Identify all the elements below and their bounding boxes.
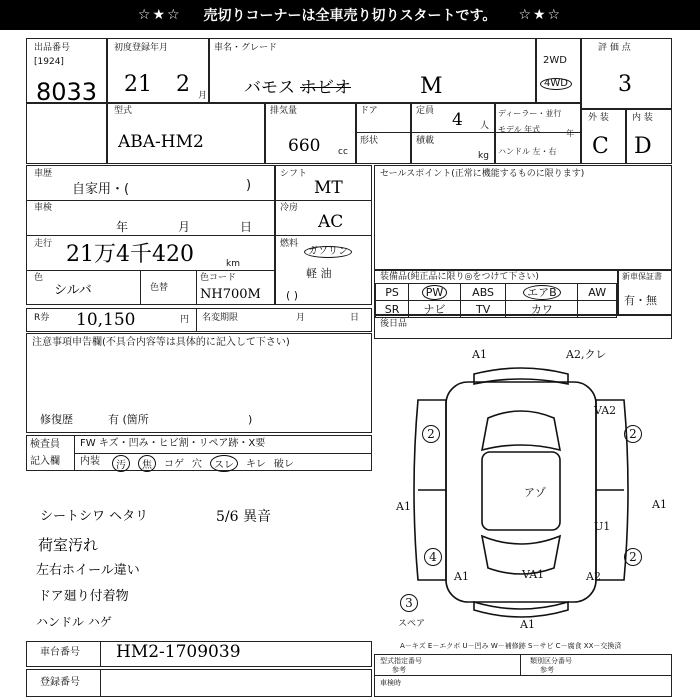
history-value: 自家用・( — [72, 182, 130, 197]
equipment-item: エアB — [523, 285, 561, 300]
score-label: 評 価 点 — [598, 43, 631, 53]
load-label: 積載 — [416, 136, 435, 146]
chassis-label: 車台番号 — [40, 647, 80, 658]
inspection-label: 車検 — [34, 203, 53, 213]
mark-va1: VA1 — [522, 568, 545, 581]
warranty-value: 有・無 — [624, 294, 657, 307]
sales-point-box — [374, 165, 672, 270]
fuel-light: 軽 油 — [306, 267, 332, 280]
foot-a: 型式指定番号 — [380, 657, 422, 665]
drive-2wd: 2WD — [543, 55, 567, 66]
cap-unit: 人 — [480, 121, 490, 131]
interior-defect-item: 破レ — [273, 459, 294, 470]
foot-e: 参考 — [540, 666, 554, 674]
equipment-item: カワ — [530, 303, 553, 316]
mark-roof: アゾ — [524, 486, 546, 499]
mileage-label: 走行 — [34, 239, 53, 249]
repair-value: 有 (箇所 — [108, 413, 149, 426]
load-unit: kg — [478, 151, 489, 161]
equipment-item: ABS — [472, 285, 495, 299]
mark-rear-a1b: A1 — [520, 618, 535, 631]
expiry-label: 名変期限 — [202, 313, 239, 323]
equipment-item: SR — [384, 302, 400, 316]
banner-stars-left: ☆★☆ — [137, 7, 182, 23]
mark-front-a2: A2,クレ — [566, 348, 607, 361]
handnote-3: 左右ホイール違い — [36, 563, 140, 578]
interior-defect-item: コゲ — [164, 459, 184, 470]
lot-sub: [1924] — [34, 57, 64, 67]
equipment-item: AW — [588, 285, 607, 299]
lot-label: 出品番号 — [34, 43, 71, 53]
color-code: NH700M — [200, 287, 261, 302]
later-items-box — [374, 315, 672, 339]
repair-close: ) — [248, 413, 253, 426]
first-reg-year: 21 — [124, 72, 152, 97]
score: 3 — [618, 72, 632, 97]
inspector-row2 — [112, 455, 294, 472]
model-label: 車名・グレード — [214, 43, 278, 53]
doors-label: ドア — [360, 106, 378, 116]
disp-value: 660 — [288, 136, 321, 156]
sales-point-label: セールスポイント(正常に機能するものに限ります) — [380, 169, 585, 179]
repair-label: 修復歴 — [40, 413, 73, 426]
damage-legend: A－キズ E－エクボ U－凹み W－補修跡 S－サビ C－腐食 XX－交換済 — [400, 642, 622, 650]
recycle-value: 10,150 — [76, 310, 136, 330]
drive-4wd: 4WD — [540, 78, 572, 90]
mark-rear-a1: A1 — [454, 570, 469, 583]
fuel-label: 燃料 — [280, 239, 299, 249]
banner-text: 売切りコーナーは全車売り切りスタートです。 — [203, 8, 497, 24]
shift-label: シフト — [280, 169, 308, 179]
car-diagram — [378, 340, 670, 632]
equipment-cell — [506, 284, 578, 301]
interior-defect-item: 汚 — [112, 455, 130, 472]
handnote-2: 荷室汚れ — [38, 536, 99, 554]
dealer-label: ディーラー・並行 — [498, 109, 562, 118]
handnote-6: 5/6 異音 — [216, 509, 271, 525]
first-reg-month: 2 — [176, 72, 190, 97]
later-label: 後日品 — [380, 319, 408, 329]
history-close: ) — [246, 178, 252, 193]
foot-b: 類別区分番号 — [530, 657, 572, 665]
fuel-gas: ガソリン — [304, 246, 352, 258]
chassis-value: HM2-1709039 — [116, 642, 241, 662]
interior-defect-item: 穴 — [192, 459, 202, 470]
car-cabin-outline — [482, 452, 560, 530]
expiry-day: 日 — [350, 313, 360, 323]
inspector-row2-prefix: 内装 — [80, 456, 100, 467]
notes-box — [26, 333, 372, 433]
ext-label: 外 装 — [588, 113, 609, 123]
lot-number: 8033 — [36, 78, 98, 106]
insp-month: 月 — [178, 220, 191, 234]
warranty-label: 新車保証書 — [622, 272, 662, 281]
model-name: バモス — [244, 78, 295, 98]
km-unit: km — [226, 259, 240, 269]
handle-label: ハンドル 左・右 — [498, 147, 557, 156]
mark-side-a1-right: A1 — [652, 498, 667, 511]
handnote-4: ドア廻り付着物 — [38, 589, 129, 604]
color2-label: 色替 — [150, 283, 169, 293]
top-banner — [0, 0, 700, 30]
shift-value: MT — [314, 178, 343, 198]
foot-c: 参考 — [392, 666, 406, 674]
car-roof-outline — [482, 411, 560, 450]
mark-side-a1-left: A1 — [396, 500, 411, 513]
mark-rear-a2: A2 — [586, 570, 601, 583]
spare-label: スペア — [398, 619, 426, 629]
rear-bumper — [474, 602, 568, 617]
model-year-label: モデル 年式 — [498, 125, 541, 134]
handnote-1: シートシワ ヘタリ — [40, 509, 149, 524]
mark-va2: VA2 — [594, 404, 617, 417]
interior-defect-item: スレ — [210, 455, 238, 472]
equipment-item: TV — [475, 302, 491, 316]
notes-label: 注意事項申告欄(不具合内容等は具体的に記入して下さい) — [32, 337, 290, 348]
history-label: 車歴 — [34, 169, 53, 179]
inspector-row1: FW キズ・凹み・ヒビ割・リペア跡・X要 — [80, 438, 266, 449]
month-unit: 月 — [198, 91, 208, 101]
inspector-label2: 記入欄 — [30, 456, 60, 467]
ac-value: AC — [318, 212, 344, 232]
insp-day: 日 — [240, 220, 253, 234]
interior-defect-item: 焦 — [138, 455, 156, 472]
banner-stars-right: ☆★☆ — [518, 7, 563, 23]
wheel-mark-fr: 2 — [624, 425, 642, 443]
color-value: シルバ — [54, 283, 92, 298]
handnote-5: ハンドル ハゲ — [36, 615, 112, 629]
equipment-cell — [376, 284, 409, 301]
equipment-item: PW — [422, 285, 448, 300]
spare-mark: 3 — [400, 594, 418, 612]
reg-label: 登録番号 — [40, 677, 80, 688]
equipment-cell — [409, 284, 461, 301]
yen-unit: 円 — [180, 315, 190, 325]
shape-label: 形状 — [360, 136, 379, 146]
int-label: 内 装 — [632, 113, 653, 123]
color-code-label: 色コード — [200, 273, 237, 283]
ext-value: C — [592, 134, 609, 159]
equipment-item: ナビ — [423, 303, 446, 316]
fuel-paren: ( ) — [286, 289, 299, 302]
equipment-label: 装備品(純正品に限り◎をつけて下さい) — [380, 272, 539, 282]
model-struck: ホビオ — [300, 78, 351, 98]
mark-u1: U1 — [594, 520, 611, 533]
first-reg-label: 初度登録年月 — [114, 43, 169, 53]
year-unit: 年 — [566, 129, 574, 138]
equipment-item: PS — [385, 285, 399, 299]
car-body-outline — [446, 382, 596, 602]
equipment-cell — [460, 284, 505, 301]
disp-unit: cc — [338, 147, 348, 157]
insp-year: 年 — [116, 220, 129, 234]
inspector-label1: 検査員 — [30, 439, 60, 450]
ac-label: 冷房 — [280, 203, 299, 213]
car-rear-window — [482, 536, 560, 574]
foot-d: 車検時 — [380, 679, 401, 687]
mark-front-a1: A1 — [472, 348, 487, 361]
recycle-label: R券 — [34, 313, 50, 323]
type-label: 型式 — [114, 106, 133, 116]
wheel-mark-rr: 2 — [624, 548, 642, 566]
equipment-row — [376, 284, 617, 301]
interior-defect-item: キレ — [246, 459, 266, 470]
int-value: D — [634, 134, 652, 159]
mileage-value: 21万4千420 — [66, 242, 194, 267]
cap-label: 定員 — [416, 106, 435, 116]
type-value: ABA-HM2 — [118, 132, 204, 152]
disp-label: 排気量 — [270, 106, 298, 116]
grade: M — [420, 74, 443, 99]
expiry-month: 月 — [296, 313, 306, 323]
color-label: 色 — [34, 273, 44, 283]
wheel-mark-fl: 2 — [422, 425, 440, 443]
equipment-table — [375, 283, 617, 318]
wheel-mark-rl: 4 — [424, 548, 442, 566]
cap-value: 4 — [452, 110, 463, 130]
equipment-cell — [578, 284, 617, 301]
